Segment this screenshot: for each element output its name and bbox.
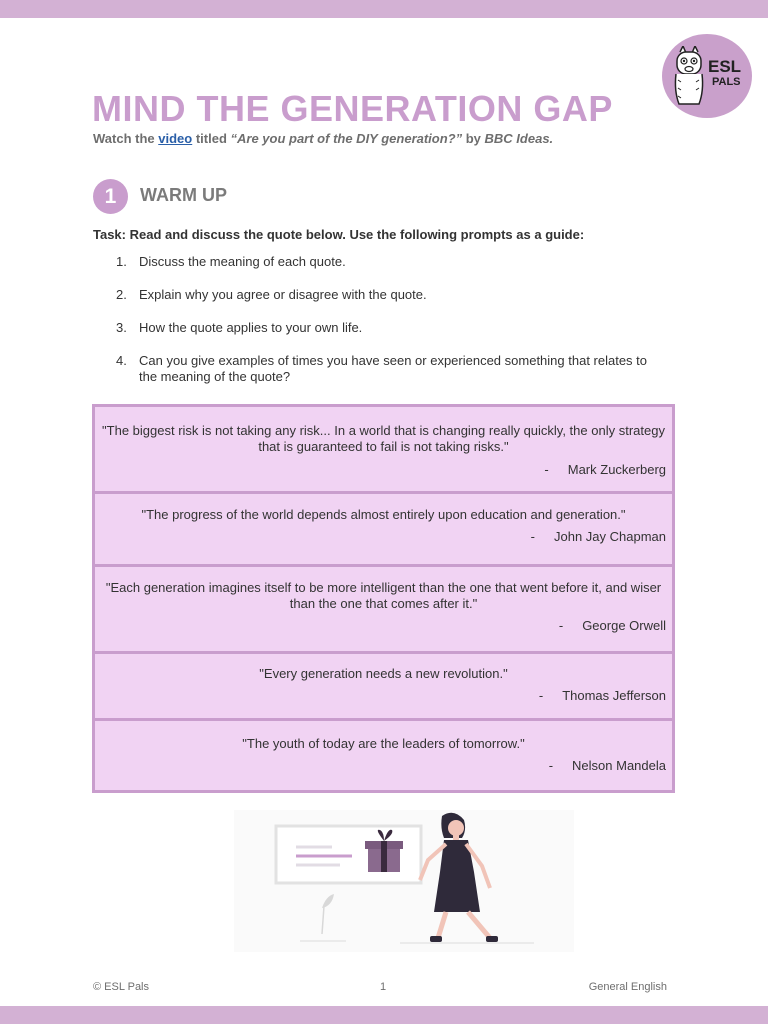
- prompt-text: How the quote applies to your own life.: [139, 320, 363, 335]
- quote-author: Mark Zuckerberg: [567, 462, 666, 477]
- video-link[interactable]: video: [158, 131, 193, 146]
- quote-text: "The biggest risk is not taking any risk... In a world that is changing really quickly, the only strategy that is guaranteed to fail is not taking risks.": [102, 423, 665, 454]
- esl-pals-logo: [662, 34, 752, 118]
- footer-copyright: © ESL Pals: [93, 981, 149, 993]
- prompt-text: Can you give examples of times you have seen or experienced something that relates to the meaning of the quote?: [139, 353, 648, 384]
- prompt-text: Explain why you agree or disagree with the quote.: [139, 287, 427, 302]
- llama-icon: [672, 46, 708, 108]
- quote-card: [95, 494, 672, 564]
- intro-middle: titled: [192, 131, 231, 146]
- prompt-number: 3.: [116, 320, 127, 335]
- quote-text: "Each generation imagines itself to be more intelligent than the one that went before it, and wiser than the one that comes after it.": [105, 580, 662, 611]
- prompt-list: [112, 254, 652, 402]
- quote-card: [95, 721, 672, 790]
- logo-text-pals: PALS: [712, 76, 741, 88]
- prompt-item: [112, 320, 652, 336]
- page-title: MIND THE GENERATION GAP: [92, 88, 613, 129]
- quote-text: "The youth of today are the leaders of tomorrow.": [242, 736, 525, 751]
- prompt-text: Discuss the meaning of each quote.: [139, 254, 346, 269]
- quote-card: [95, 567, 672, 651]
- prompt-item: [112, 254, 652, 270]
- section-number-badge: 1: [93, 179, 128, 214]
- woman-presenting-illustration: [234, 810, 574, 952]
- intro-by: by: [462, 131, 485, 146]
- prompt-number: 2.: [116, 287, 127, 302]
- prompt-number: 1.: [116, 254, 127, 269]
- bottom-band: [0, 1006, 768, 1024]
- prompt-item: [112, 353, 652, 385]
- video-source: BBC Ideas.: [484, 131, 554, 146]
- task-instruction: Task: Read and discuss the quote below. Use the following prompts as a guide:: [93, 227, 585, 242]
- quote-card: [95, 654, 672, 718]
- intro-prefix: Watch the: [93, 131, 159, 146]
- quote-author: John Jay Chapman: [553, 529, 666, 544]
- quote-card: [95, 407, 672, 491]
- video-title: “Are you part of the DIY generation?”: [230, 131, 463, 146]
- quote-dash: -: [530, 529, 535, 544]
- quote-author: Thomas Jefferson: [562, 688, 666, 703]
- intro-line: [93, 131, 553, 146]
- quotes-table: [92, 404, 675, 793]
- footer-course: General English: [588, 981, 667, 993]
- logo-text-esl: ESL: [708, 57, 742, 76]
- prompt-number: 4.: [116, 353, 127, 368]
- quote-author: Nelson Mandela: [572, 758, 666, 773]
- quote-text: "The progress of the world depends almost entirely upon education and generation.": [141, 507, 626, 522]
- quote-dash: -: [548, 758, 554, 773]
- quote-author: George Orwell: [582, 618, 666, 633]
- footer-page-number: 1: [380, 981, 387, 993]
- section-title: WARM UP: [140, 185, 227, 205]
- top-band: [0, 0, 768, 18]
- quote-dash: -: [544, 462, 549, 477]
- quote-dash: -: [538, 688, 544, 703]
- prompt-item: [112, 287, 652, 303]
- quote-text: "Every generation needs a new revolution.": [259, 666, 508, 681]
- quote-dash: -: [558, 618, 564, 633]
